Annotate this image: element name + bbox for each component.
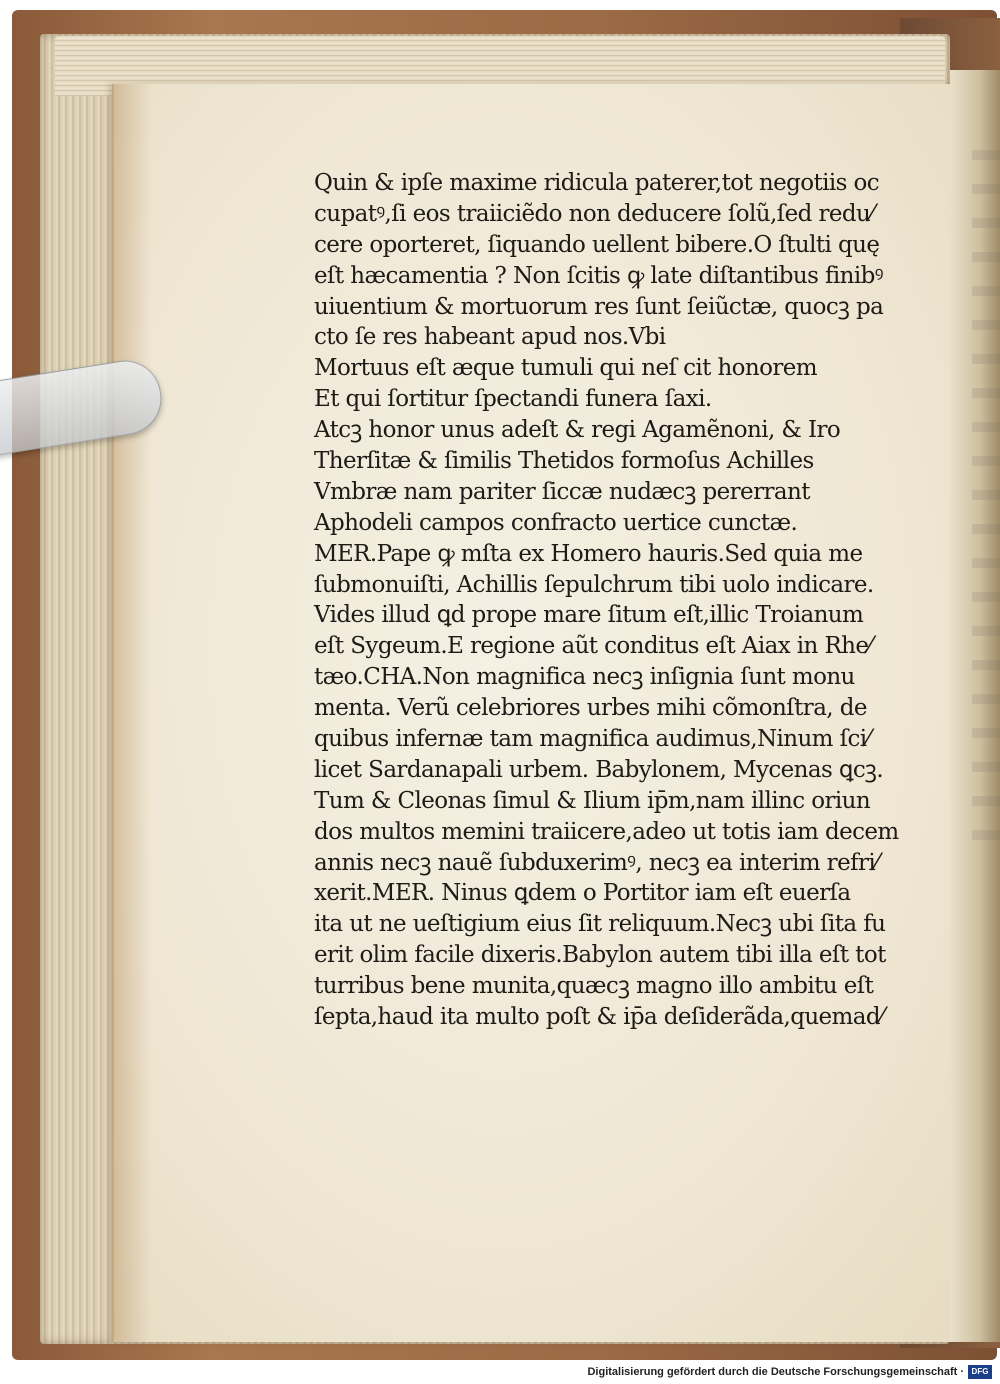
text-line: annis necꝫ nauẽ ſubduxerimꝰ, necꝫ ea interim refri⁄: [314, 849, 879, 876]
page-text: [314, 168, 914, 1033]
text-line: Therſitæ & ſimilis Thetidos formoſus Achilles: [314, 448, 814, 475]
dfg-logo: DFG: [968, 1365, 992, 1379]
text-line: Vides illud ꝗd prope mare ſitum eſt,illic Troianum: [314, 602, 864, 629]
text-line: quibus infernæ tam magnifica audimus,Ninum ſci⁄: [314, 726, 870, 753]
text-line: turribus bene munita,quæcꝫ magno illo ambitu eſt: [314, 973, 874, 1000]
text-line: cto ſe res habeant apud nos.Vbi: [314, 324, 666, 351]
facing-page-bleed: [972, 150, 1000, 850]
text-line: eſt hæcamentia ? Non ſcitis ꝙ late diſtantibus finibꝰ: [314, 262, 883, 289]
text-line: eſt Sygeum.E regione aũt conditus eſt Aiax in Rhe⁄: [314, 633, 872, 660]
text-line: tæo.CHA.Non magnifica necꝫ inſignia ſunt monu: [314, 664, 855, 691]
text-line: cere oporteret, ſiquando uellent bibere.O ſtulti quę: [314, 231, 880, 258]
text-line: MER.Pape ꝙ mſta ex Homero hauris.Sed quia me: [314, 540, 863, 567]
text-line: menta. Verũ celebriores urbes mihi cõmonſtra, de: [314, 695, 867, 722]
text-line: Quin & ipſe maxime ridicula paterer,tot negotiis oc: [314, 170, 880, 196]
text-line: ita ut ne ueſtigium eius ſit reliquum.Necꝫ ubi ſita fu: [314, 911, 886, 938]
text-line: Et qui ſortitur ſpectandi funera ſaxi.: [314, 386, 712, 413]
funding-credit: Digitalisierung gefördert durch die Deutsche Forschungsgemeinschaft ·: [587, 1366, 964, 1378]
text-line: cupatꝰ,ſi eos traiiciẽdo non deducere ſolũ,ſed redu⁄: [314, 200, 874, 227]
text-line: Atcꝫ honor unus adeſt & regi Agamẽnoni, & Iro: [314, 417, 841, 444]
text-line: dos multos memini traiicere,adeo ut totis iam decem: [314, 818, 899, 845]
text-line: Aphodeli campos confracto uertice cunctæ.: [314, 509, 798, 536]
text-line: Mortuus eſt æque tumuli qui neſ cit honorem: [314, 355, 818, 382]
text-line: xerit.MER. Ninus ꝗdem o Portitor iam eſt euerſa: [314, 880, 851, 907]
text-line: licet Sardanapali urbem. Babylonem, Mycenas ꝗcꝫ.: [314, 756, 884, 783]
text-line: uiuentium & mortuorum res ſunt ſeiũctæ, quocꝫ pa: [314, 293, 884, 320]
text-line: Vmbræ nam pariter ſiccæ nudæcꝫ pererrant: [314, 478, 810, 505]
text-line: ſepta,haud ita multo poſt & ip̄a deſiderãda,quemad⁄: [314, 1004, 884, 1031]
text-line: erit olim facile dixeris.Babylon autem tibi illa eſt tot: [314, 942, 886, 969]
text-line: Tum & Cleonas ſimul & Ilium ip̄m,nam illinc oriun: [314, 787, 871, 814]
text-line: ſubmonuiſti, Achillis ſepulchrum tibi uolo indicare.: [314, 571, 874, 598]
page-stain: [112, 84, 152, 1342]
